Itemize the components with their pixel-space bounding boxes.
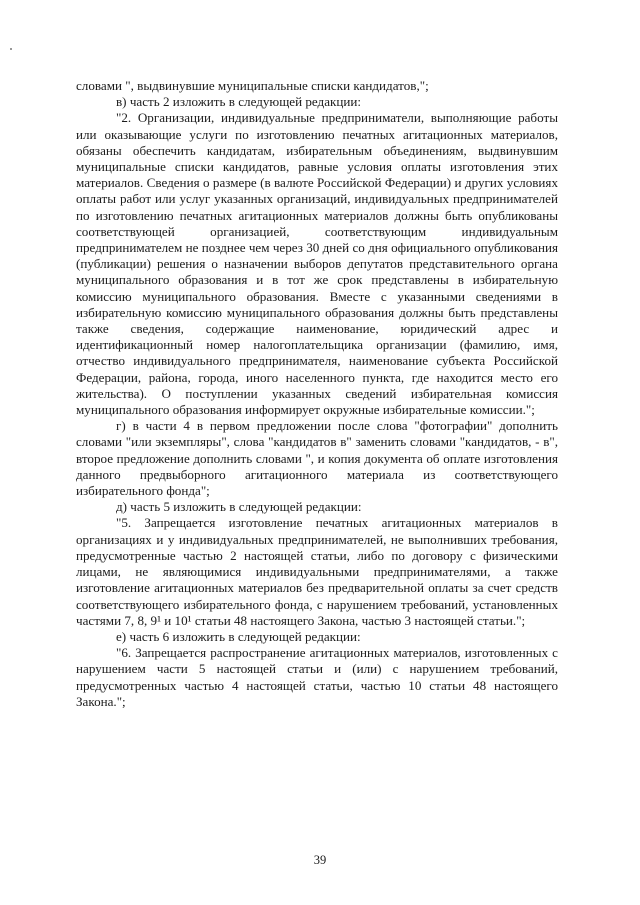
paragraph: "5. Запрещается изготовление печатных агитационных материалов в организациях и у индивидуальных предпринимателей, не выполнивших требования, предусмотренные частью 2 настоящей статьи, либо по договору с физическими лицами, не являющимися индивидуальными предпринимателями, а также изготовление агитационных материалов без предварительной оплаты за счет средств соответствующего избирательного фонда, с нарушением требований, установленных частями 7, 8, 9¹ и 10¹ статьи 48 настоящего Закона, частью 3 настоящей статьи."; — [76, 515, 558, 628]
paragraph: словами ", выдвинувшие муниципальные списки кандидатов,"; — [76, 78, 429, 93]
paragraph: в) часть 2 изложить в следующей редакции: — [116, 94, 362, 110]
paragraph: "2. Организации, индивидуальные предприниматели, выполняющие работы или оказывающие услуги по изготовлению печатных агитационных материалов, обязаны обеспечить кандидатам, избирательным объединениям, выдвинувшим муниципальные списки кандидатов, равные условия оплаты изготовления этих материалов. Сведения о размере (в валюте Российской Федерации) и других условиях оплаты работ или услуг указанных организаций, индивидуальных предпринимателей по изготовлению печатных агитационных материалов должны быть опубликованы соответствующей организацией, соответствующим индивидуальным предпринимателем не позднее чем через 30 дней со дня официального опубликования (публикации) решения о назначении выборов депутатов представительного органа муниципального образования и в тот же срок представлены в избирательную комиссию муниципального образования. Вместе с указанными сведениями в избирательную комиссию муниципального образования должны быть представлены также сведения, содержащие наименование, юридический адрес и идентификационный номер налогоплательщика организации (фамилию, имя, отчество индивидуального предпринимателя, наименование субъекта Российской Федерации, района, города, иного населенного пункта, где находится место его жительства). О поступлении указанных сведений избирательная комиссия муниципального образования информирует окружные избирательные комиссии."; — [76, 110, 558, 418]
paragraph: д) часть 5 изложить в следующей редакции: — [116, 499, 362, 515]
page-number: 39 — [313, 853, 327, 867]
paragraph: г) в части 4 в первом предложении после слова "фотографии" дополнить словами "или экземпляры", слова "кандидатов в" заменить словами "кандидатов, - в", второе предложение дополнить словами ", и копия документа об оплате изготовления данного предвыборного агитационного материала из соответствующего избирательного фонда"; — [76, 418, 558, 499]
scan-speck — [10, 48, 12, 50]
paragraph: е) часть 6 изложить в следующей редакции: — [116, 628, 361, 644]
paragraph: "6. Запрещается распространение агитационных материалов, изготовленных с нарушением части 5 настоящей статьи и (или) с нарушением требований, предусмотренных частью 4 настоящей статьи, частью 10 статьи 48 настоящего Закона."; — [76, 645, 558, 709]
document-body — [76, 78, 558, 710]
